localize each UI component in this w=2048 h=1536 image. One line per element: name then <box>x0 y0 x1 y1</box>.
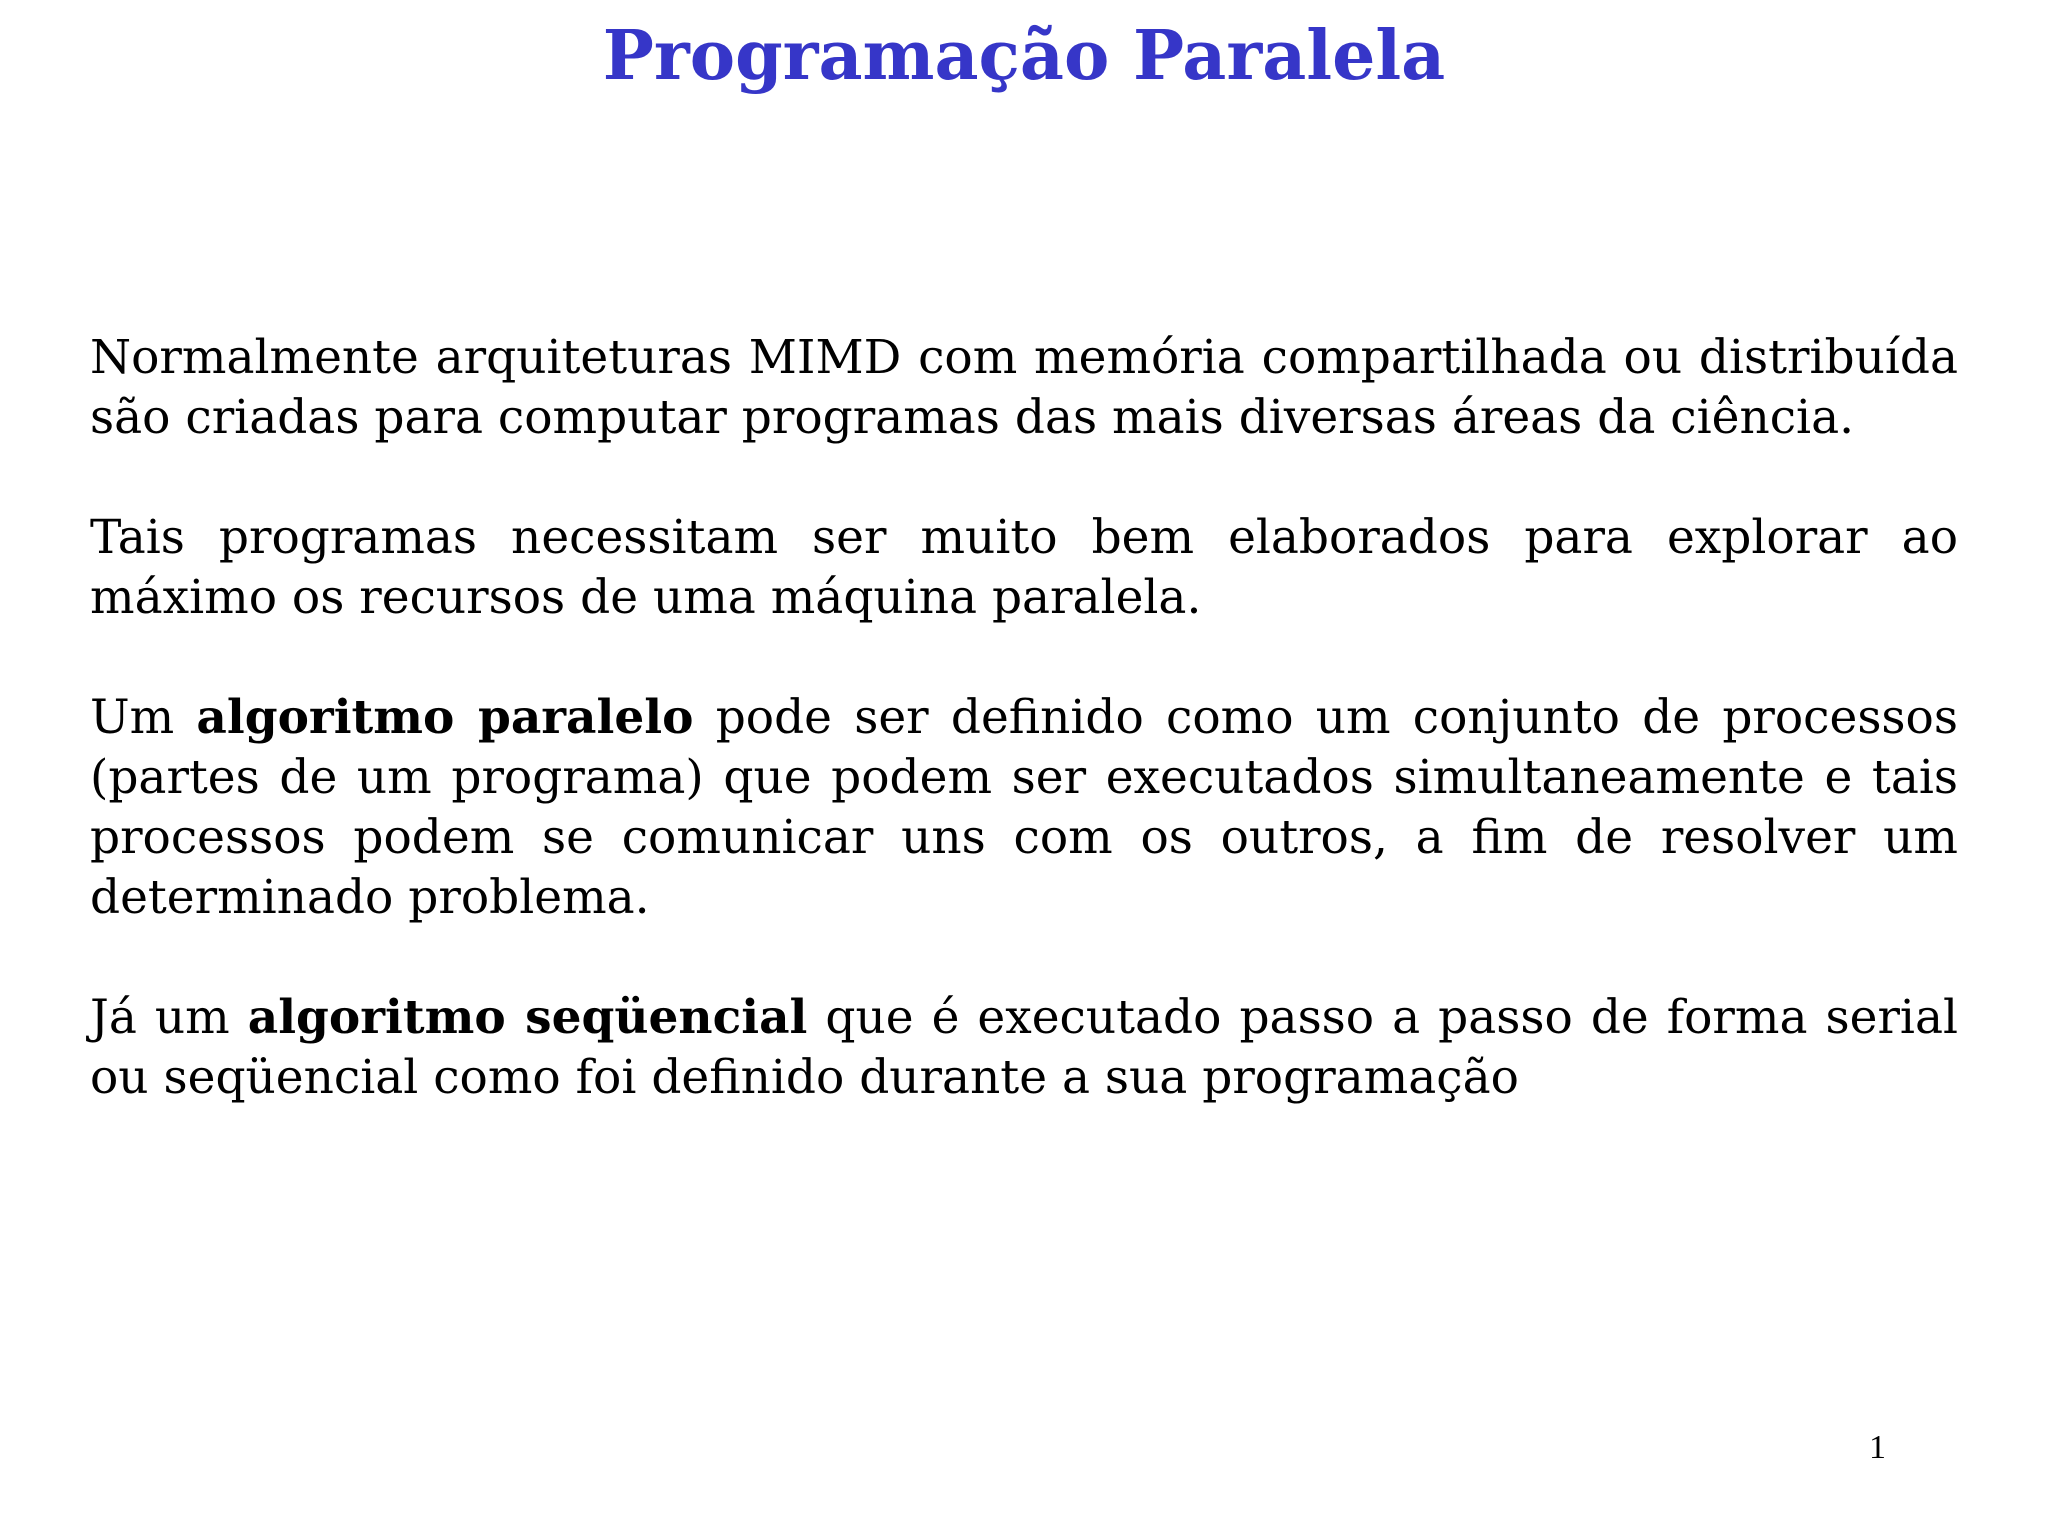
paragraph-sequential-algorithm <box>90 988 1958 1108</box>
paragraph-text-before: Um <box>90 690 197 745</box>
slide-title: Programação Paralela <box>602 16 1446 96</box>
paragraph-text-before: Já um <box>90 990 248 1045</box>
term-parallel-algorithm: algoritmo paralelo <box>196 690 694 745</box>
slide-content <box>90 328 1958 1168</box>
paragraph-text: Normalmente arquiteturas MIMD com memória compartilhada ou distribuída são criadas para computar programas das mais diversas áreas da ciência. <box>90 330 1958 445</box>
paragraph-text: Tais programas necessitam ser muito bem elaborados para explorar ao máximo os recursos de uma máquina paralela. <box>90 510 1958 625</box>
paragraph-text-after: que é executado passo a passo de forma serial ou seqüencial como foi definido durante a sua programação <box>90 990 1958 1105</box>
paragraph-parallel-algorithm <box>90 688 1958 928</box>
paragraph-mimd <box>90 328 1958 448</box>
paragraph-text-after: pode ser definido como um conjunto de processos (partes de um programa) que podem ser executados simultaneamente e tais processos podem se comunicar uns com os outros, a fim de resolver um determinado problema. <box>90 690 1958 925</box>
term-sequential-algorithm: algoritmo seqüencial <box>247 990 808 1045</box>
paragraph-programs <box>90 508 1958 628</box>
page-number: 1 <box>1869 1429 1886 1466</box>
